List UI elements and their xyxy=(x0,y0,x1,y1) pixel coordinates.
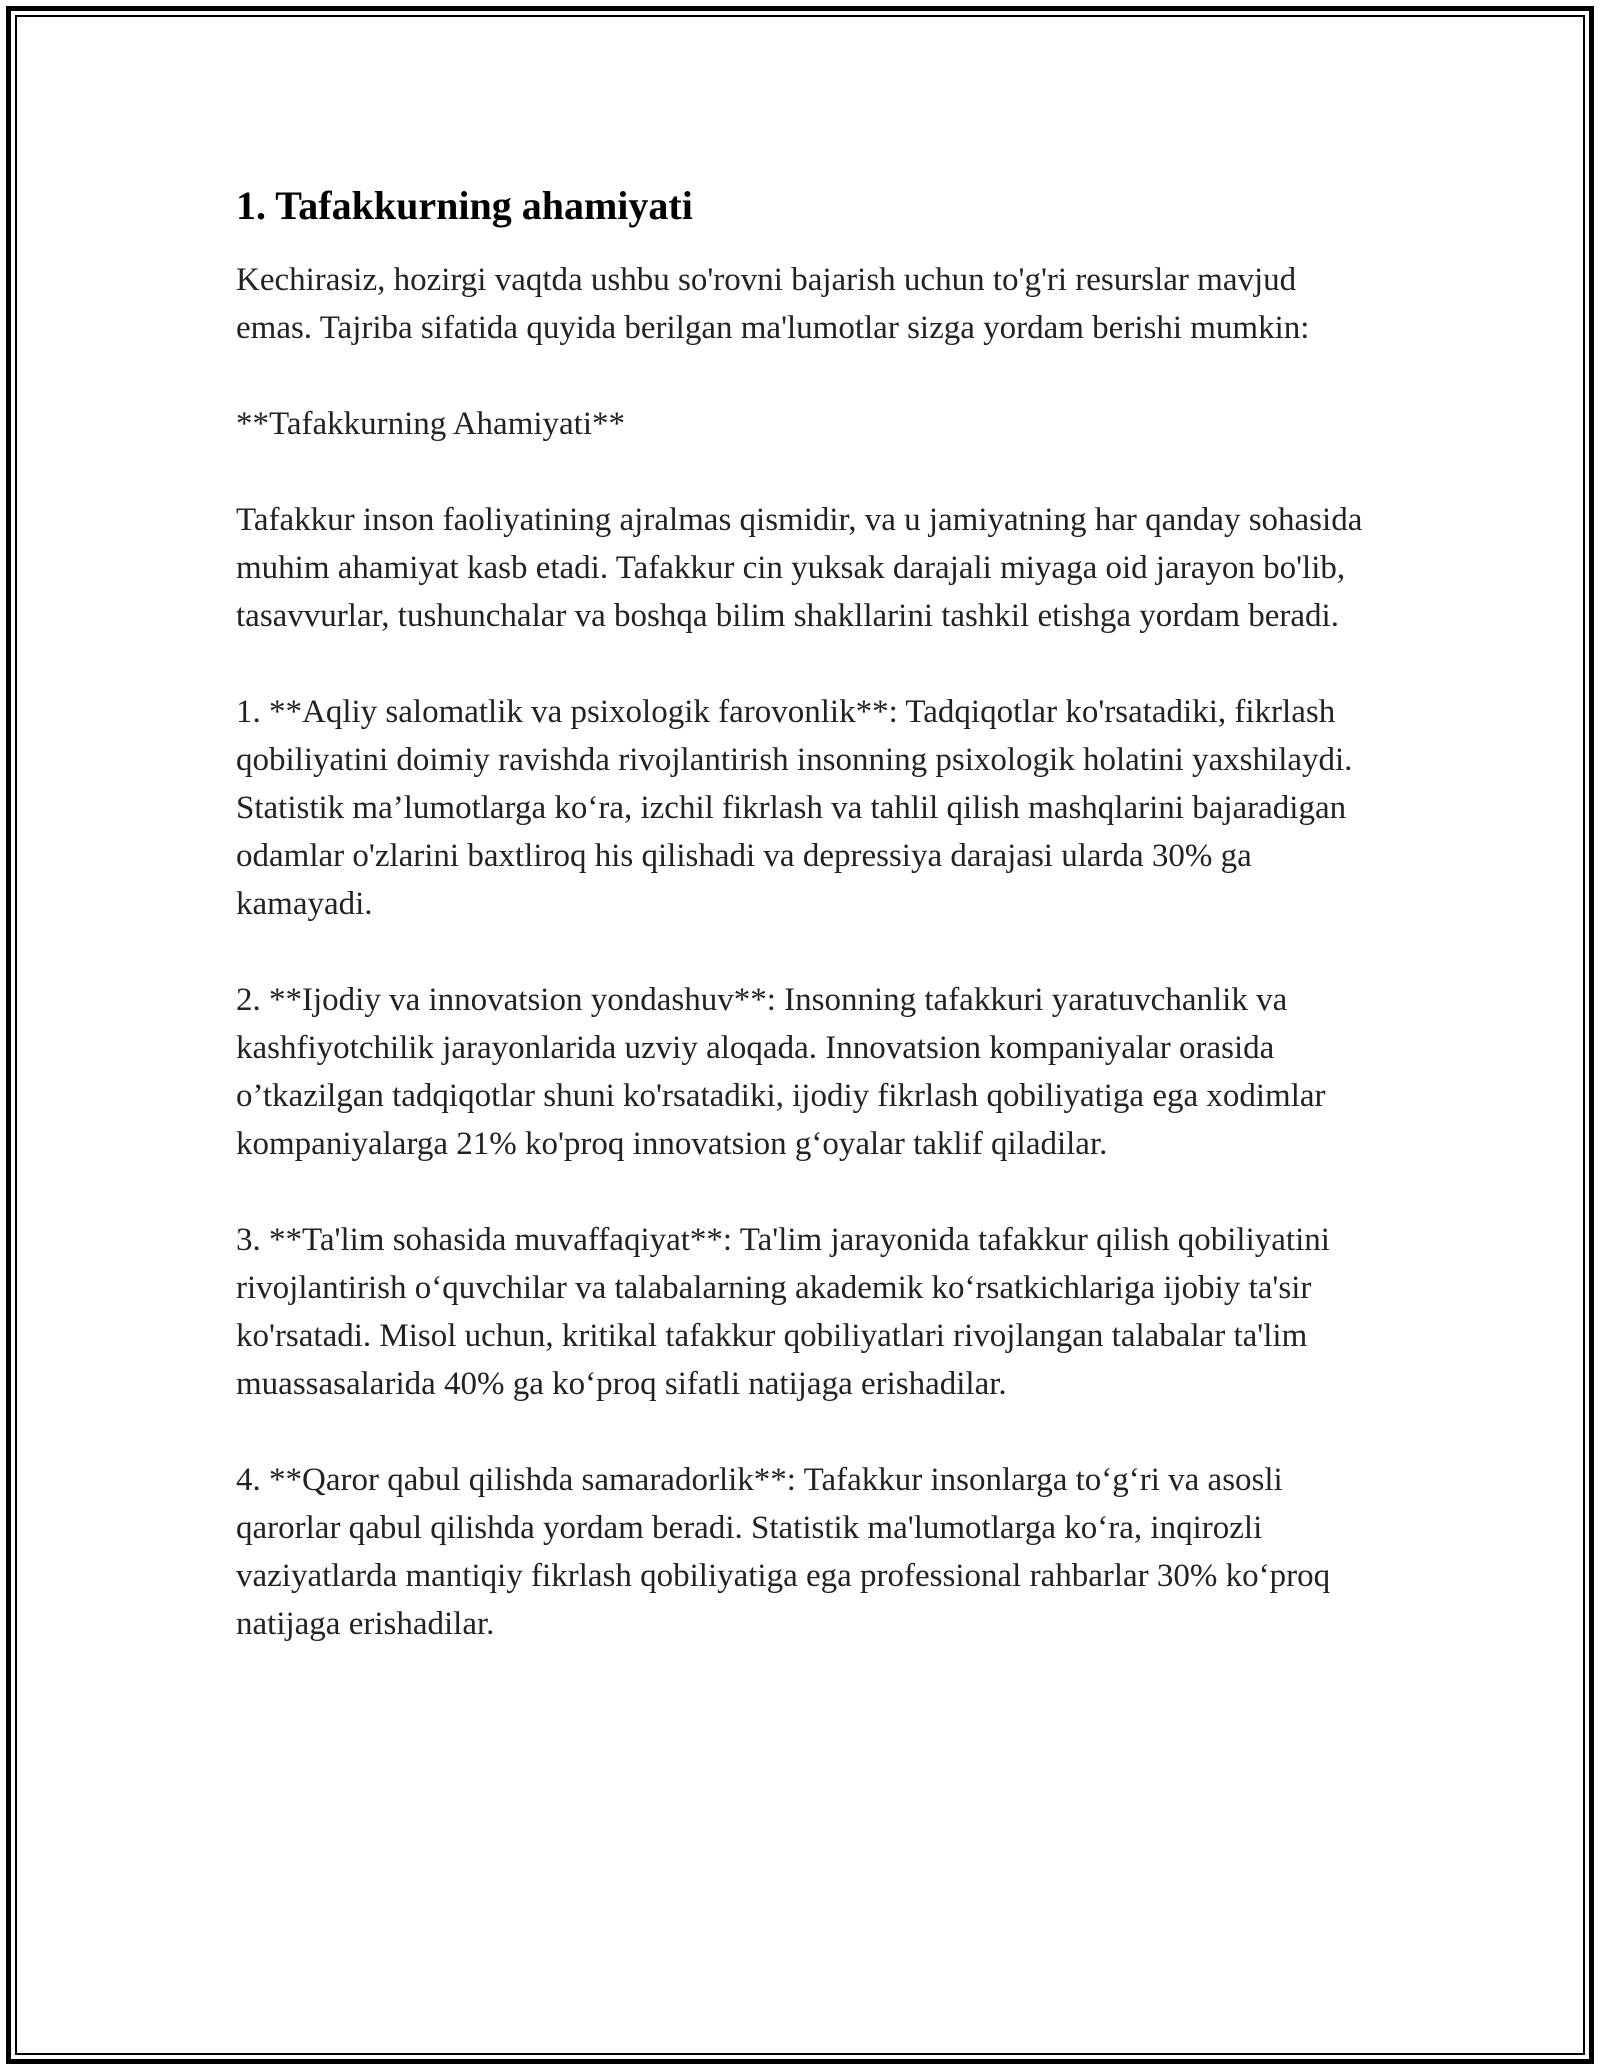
list-item-paragraph: 2. **Ijodiy va innovatsion yondashuv**: Insonning tafakkuri yaratuvchanlik va kashfiyotchilik jarayonlarida uzviy aloqada. Innovatsion kompaniyalar orasida o’tkazilgan tadqiqotlar shuni ko'rsatadiki, ijodiy fikrlash qobiliyatiga ega xodimlar kompaniyalarga 21% ko'proq innovatsion g‘oyalar taklif qiladilar. xyxy=(236,982,1326,1162)
list-item-paragraph: 3. **Ta'lim sohasida muvaffaqiyat**: Ta'lim jarayonida tafakkur qilish qobiliyatini rivojlantirish o‘quvchilar va talabalarning akademik ko‘rsatkichlariga ijobiy ta'sir ko'rsatadi. Misol uchun, kritikal tafakkur qobiliyatlari rivojlangan talabalar ta'lim muassasalarida 40% ga ko‘proq sifatli natijaga erishadilar. xyxy=(236,1222,1330,1402)
list-item-paragraph: 4. **Qaror qabul qilishda samaradorlik**: Tafakkur insonlarga to‘g‘ri va asosli qarorlar qabul qilishda yordam beradi. Statistik ma'lumotlarga ko‘ra, inqirozli vaziyatlarda mantiqiy fikrlash qobiliyatiga ega professional rahbarlar 30% ko‘proq natijaga erishadilar. xyxy=(236,1462,1331,1642)
intro-paragraph: Kechirasiz, hozirgi vaqtda ushbu so'rovni bajarish uchun to'g'ri resurslar mavjud emas. Tajriba sifatida quyida berilgan ma'lumotlar sizga yordam berishi mumkin: xyxy=(236,262,1310,346)
document-body xyxy=(236,182,1376,1648)
overview-paragraph: Tafakkur inson faoliyatining ajralmas qismidir, va u jamiyatning har qanday sohasida muhim ahamiyat kasb etadi. Tafakkur cin yuksak darajali miyaga oid jarayon bo'lib, tasavvurlar, tushunchalar va boshqa bilim shakllarini tashkil etishga yordam beradi. xyxy=(236,502,1363,634)
list-item-paragraph: 1. **Aqliy salomatlik va psixologik farovonlik**: Tadqiqotlar ko'rsatadiki, fikrlash qobiliyatini doimiy ravishda rivojlantirish insonning psixologik holatini yaxshilaydi. Statistik ma’lumotlarga ko‘ra, izchil fikrlash va tahlil qilish mashqlarini bajaradigan odamlar o'zlarini baxtliroq his qilishadi va depressiya darajasi ularda 30% ga kamayadi. xyxy=(236,694,1353,922)
section-title-paragraph: **Tafakkurning Ahamiyati** xyxy=(236,406,626,442)
document-heading: 1. Tafakkurning ahamiyati xyxy=(236,183,693,228)
